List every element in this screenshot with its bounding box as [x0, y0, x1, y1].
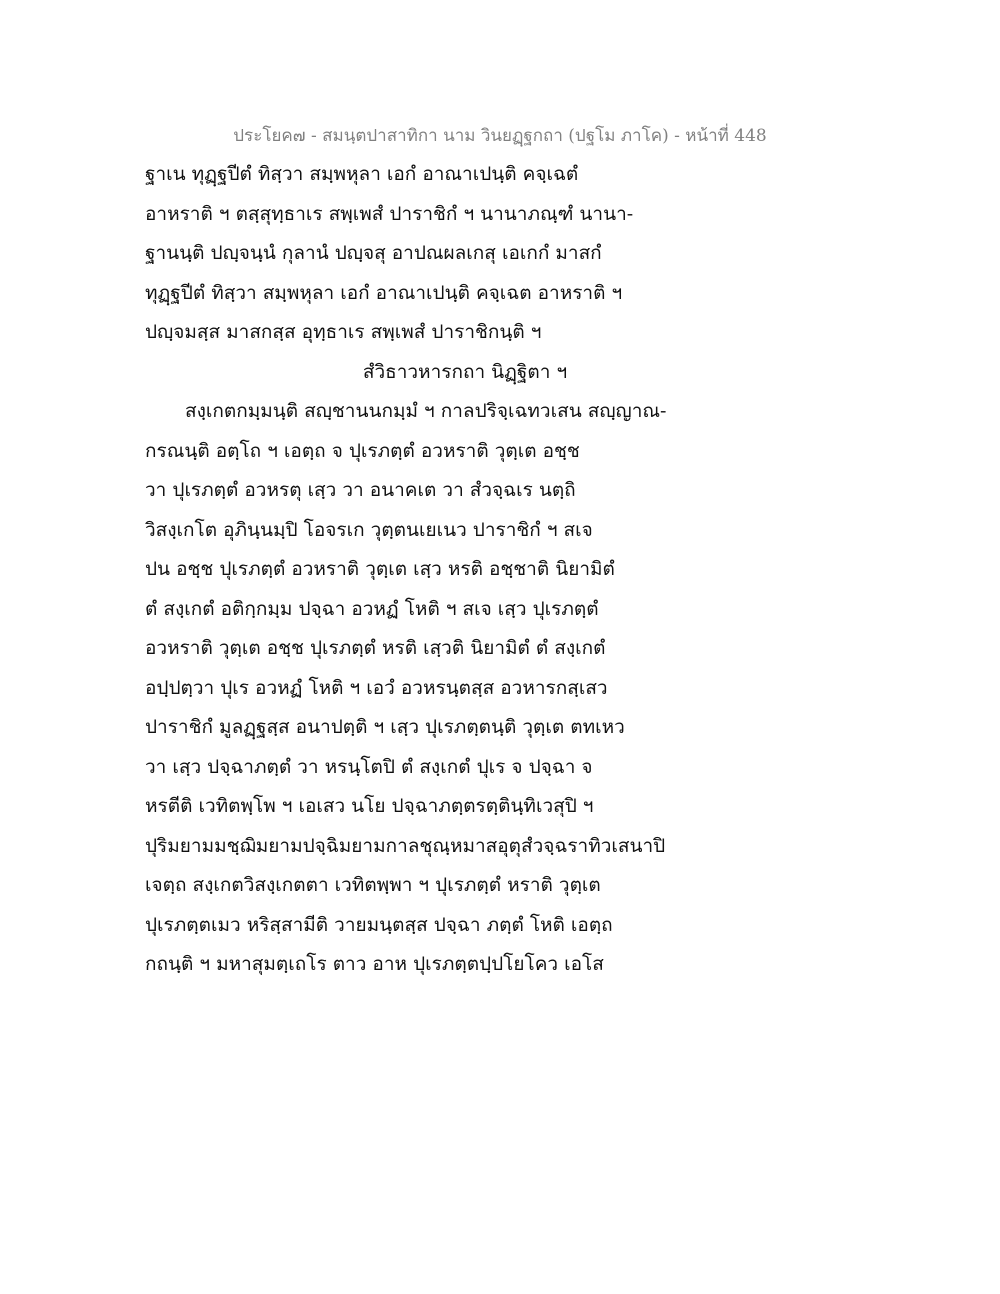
text-line: กถนฺติ ฯ มหาสุมตฺเถโร ตาว อาห ปุเรภตฺตปฺปโยโคว เอโส: [145, 953, 604, 975]
text-line: ปุเรภตฺตเมว หริสฺสามีติ วายมนฺตสฺส ปจฺฉา ภตฺตํ โหติ เอตฺถ: [145, 913, 613, 936]
text-line: ปาราชิกํ มูลฏฺฐสฺส อนาปตฺติ ฯ เสฺว ปุเรภตฺตนฺติ วุตฺเต ตทเหว: [145, 716, 625, 738]
text-line: วา เสฺว ปจฺฉาภตฺตํ วา หรนฺโตปิ ตํ สงฺเกตํ ปุเร จ ปจฺฉา จ: [145, 755, 593, 778]
text-line: ทุฏฺฐปีตํ ทิสฺวา สมฺพหุลา เอกํ อาณาเปนฺติ คจฺเฉต อาหราติ ฯ: [145, 281, 623, 304]
text-line: กรณนฺติ อตฺโถ ฯ เอตฺถ จ ปุเรภตฺตํ อวหราติ วุตฺเต อชฺช: [145, 439, 580, 462]
page-header: ประโยค๗ - สมนฺตปาสาทิกา นาม วินยฏฺฐกถา (ปฐโม ภาโค) - หน้าที่ 448: [233, 126, 767, 146]
text-line: วิสงฺเกโต อุภินฺนมฺปิ โอจรเก วุตฺตนเยเนว ปาราชิกํ ฯ สเจ: [145, 518, 593, 541]
text-line: อวหราติ วุตฺเต อชฺช ปุเรภตฺตํ หรติ เสฺวติ นิยามิตํ ตํ สงฺเกตํ: [145, 637, 606, 659]
body-text: [145, 156, 865, 986]
text-line: หรตีติ เวทิตพฺโพ ฯ เอเสว นโย ปจฺฉาภตฺตรตฺตินฺทิเวสุปิ ฯ: [145, 795, 594, 817]
text-line: ตํ สงฺเกตํ อติกฺกมฺม ปจฺฉา อวหฏํ โหติ ฯ สเจ เสฺว ปุเรภตฺตํ: [145, 597, 599, 620]
text-line: ปญฺจมสฺส มาสกสฺส อุทฺธาเร สพฺเพสํ ปาราชิกนฺติ ฯ: [145, 321, 542, 343]
text-line: อาหราติ ฯ ตสฺสุทฺธาเร สพฺเพสํ ปาราชิกํ ฯ นานาภณฺฑํ นานา-: [145, 202, 634, 225]
text-line: ฐาเน ทุฏฺฐปีตํ ทิสฺวา สมฺพหุลา เอกํ อาณาเปนฺติ คจฺเฉตํ: [145, 163, 579, 185]
text-line: อปฺปตฺวา ปุเร อวหฏํ โหติ ฯ เอวํ อวหรนฺตสฺส อวหารกสฺเสว: [145, 676, 608, 699]
text-line: เจตฺถ สงฺเกตวิสงฺเกตตา เวทิตพฺพา ฯ ปุเรภตฺตํ หราติ วุตฺเต: [145, 874, 601, 896]
paragraph-start-line: สงฺเกตกมฺมนฺติ สญฺชานนกมฺมํ ฯ กาลปริจฺเฉทวเสน สญฺญาณ-: [185, 400, 667, 422]
text-line: ปุริมยามมชฺฌิมยามปจฺฉิมยามกาลชุณฺหมาสอุตุสํวจฺฉราทิวเสนาปิ: [145, 834, 666, 857]
text-line: ปน อชฺช ปุเรภตฺตํ อวหราติ วุตฺเต เสฺว หรติ อชฺชาติ นิยามิตํ: [145, 558, 615, 580]
section-end-title: สํวิธาวหารกถา นิฏฺฐิตา ฯ: [362, 360, 568, 383]
text-line: ฐานนฺติ ปญฺจนฺนํ กุลานํ ปญฺจสุ อาปณผลเกสุ เอเกกํ มาสกํ: [145, 242, 602, 264]
text-line: วา ปุเรภตฺตํ อวหรตุ เสฺว วา อนาคเต วา สํวจฺฉเร นตฺถิ: [145, 479, 576, 501]
